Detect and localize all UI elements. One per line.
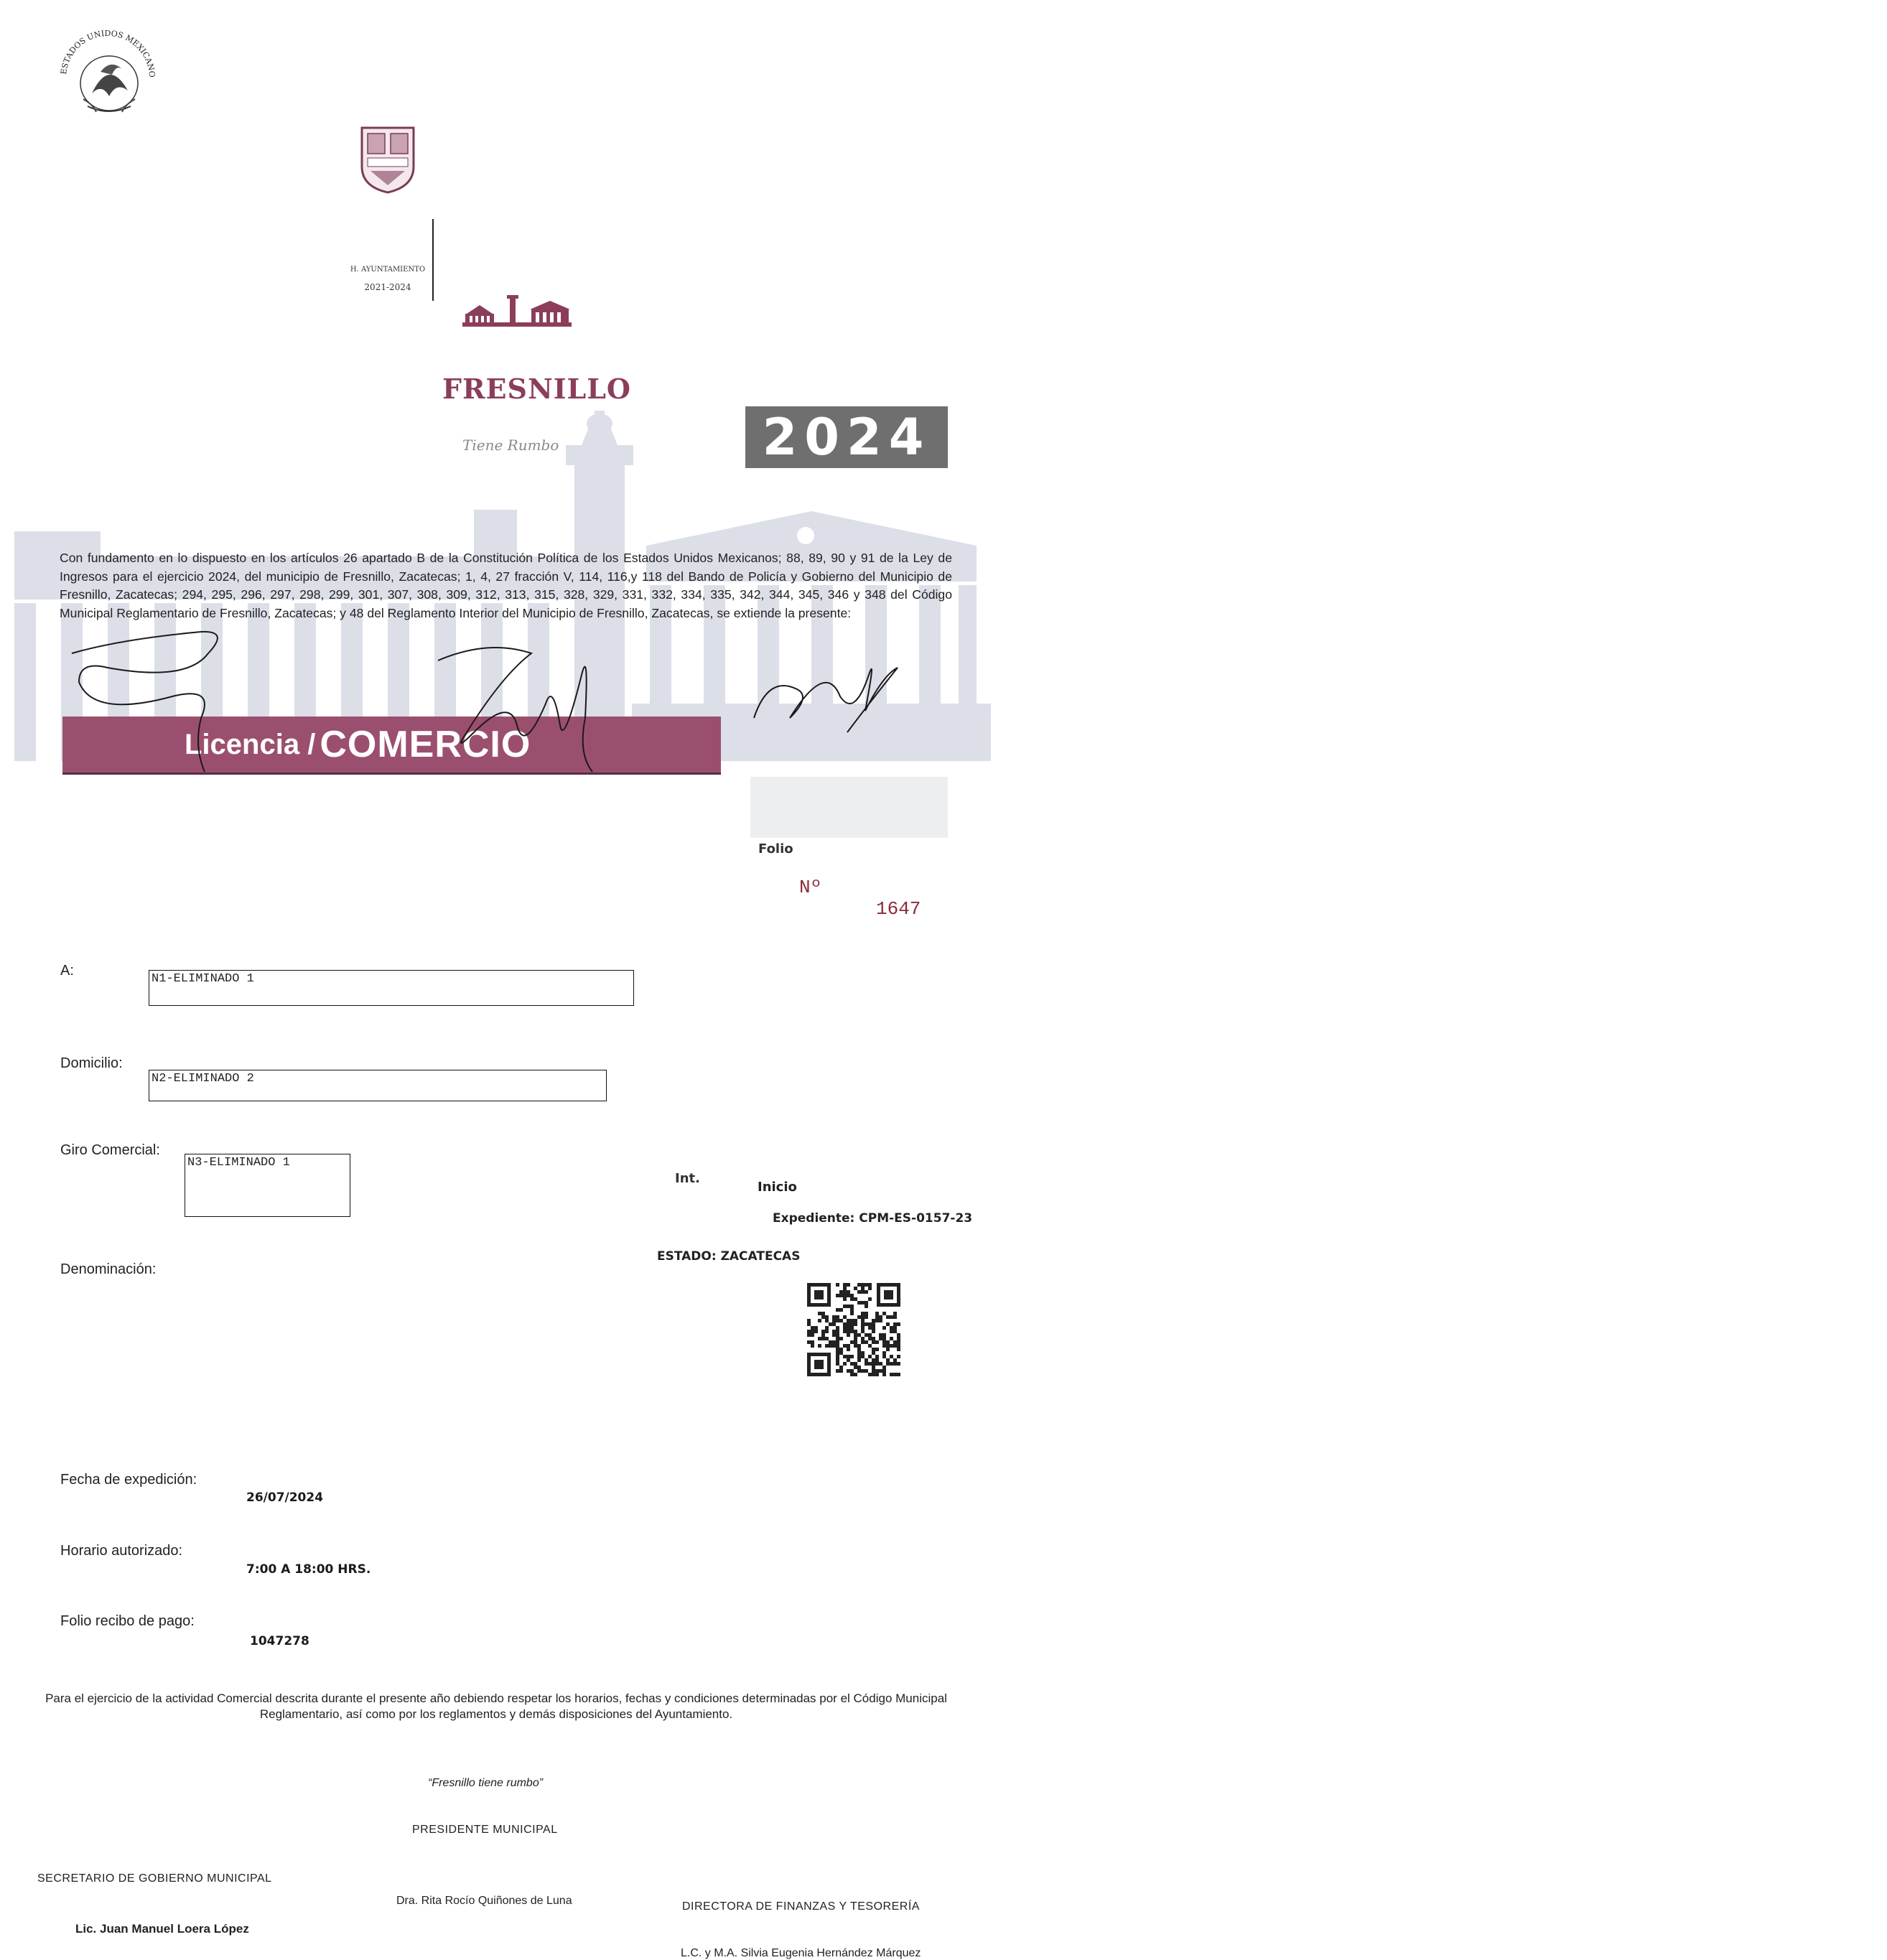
address-label: Domicilio:	[60, 1055, 123, 1072]
year-badge: 2024	[745, 406, 948, 468]
issue-date-value: 26/07/2024	[246, 1490, 324, 1506]
license-status-label: Inicio	[758, 1180, 797, 1195]
recipient-label: A:	[60, 963, 74, 979]
secretary-name: Lic. Juan Manuel Loera López	[75, 1922, 249, 1936]
secretary-title: SECRETARIO DE GOBIERNO MUNICIPAL	[37, 1872, 272, 1885]
interior-number-label: Int.	[675, 1171, 700, 1187]
fresnillo-skyline-icon	[460, 294, 574, 334]
business-type-redacted-box: N3-ELIMINADO 1	[185, 1154, 350, 1217]
seal-text: ESTADOS UNIDOS MEXICANO	[59, 28, 157, 78]
mexican-seal-logo	[50, 22, 165, 122]
municipal-slogan: “Fresnillo tiene rumbo”	[428, 1777, 544, 1790]
address-redacted-box: N2-ELIMINADO 2	[149, 1070, 607, 1101]
ayuntamiento-label: H. AYUNTAMIENTO	[350, 266, 426, 274]
ayuntamiento-crest-logo	[358, 123, 418, 195]
finance-director-title: DIRECTORA DE FINANZAS Y TESORERÍA	[682, 1900, 920, 1913]
fresnillo-brand-name: FRESNILLO	[442, 373, 632, 405]
finance-director-name: L.C. y M.A. Silvia Eugenia Hernández Márquez	[681, 1947, 921, 1960]
fresnillo-brand-slogan: Tiene Rumbo	[462, 437, 559, 454]
state-label: ESTADO: ZACATECAS	[657, 1249, 801, 1264]
legal-basis-paragraph: Con fundamento en lo dispuesto en los artículos 26 apartado B de la Constitución Política de los Estados Unidos Mexicanos; 88, 89, 90 y 91 de la Ley de Ingresos para el ejercicio 2024, del municipio de Fresnillo, Zacatecas; 1, 4, 27 fracción V, 114, 116,y 118 del Bando de Policía y Gobierno del Municipio de Fresnillo, Zacatecas; 294, 295, 296, 297, 298, 299, 301, 307, 308, 309, 312, 313, 315, 328, 329, 331, 332, 334, 335, 342, 344, 345, 346 y 348 del Código Municipal Reglamentario de Fresnillo, Zacatecas; y 48 del Reglamento Interior del Municipio de Fresnillo, Zacatecas, se extiende la presente:	[60, 551, 952, 620]
president-title: PRESIDENTE MUNICIPAL	[412, 1824, 558, 1837]
president-name: Dra. Rita Rocío Quiñones de Luna	[396, 1895, 572, 1908]
license-title-banner	[62, 717, 721, 775]
authorized-hours-label: Horario autorizado:	[60, 1543, 183, 1559]
ayuntamiento-period: 2021-2024	[364, 282, 411, 292]
folio-label: Folio	[758, 841, 793, 857]
business-name-label: Denominación:	[60, 1261, 157, 1278]
case-file-number: Expediente: CPM-ES-0157-23	[773, 1211, 973, 1226]
folio-number-symbol: Nº	[799, 877, 822, 899]
payment-receipt-label: Folio recibo de pago:	[60, 1613, 195, 1630]
authorized-hours-value: 7:00 A 18:00 HRS.	[246, 1562, 371, 1577]
license-title-main: COMERCIO	[320, 724, 531, 766]
business-type-label: Giro Comercial:	[60, 1142, 160, 1159]
qr-code	[806, 1282, 902, 1378]
folio-number: 1647	[876, 898, 921, 920]
folio-box	[750, 777, 948, 838]
license-title-prefix: Licencia /	[185, 728, 316, 760]
issue-date-label: Fecha de expedición:	[60, 1472, 197, 1488]
payment-receipt-value: 1047278	[250, 1634, 309, 1649]
conditions-paragraph: Para el ejercicio de la actividad Comercial descrita durante el presente año debiendo respetar los horarios, fechas y condiciones determinadas por el Código Municipal Reglamentario, así como por los reglamentos y demás disposiciones del Ayuntamiento.	[45, 1691, 947, 1722]
header-divider	[432, 219, 434, 301]
recipient-redacted-box: N1-ELIMINADO 1	[149, 970, 634, 1006]
